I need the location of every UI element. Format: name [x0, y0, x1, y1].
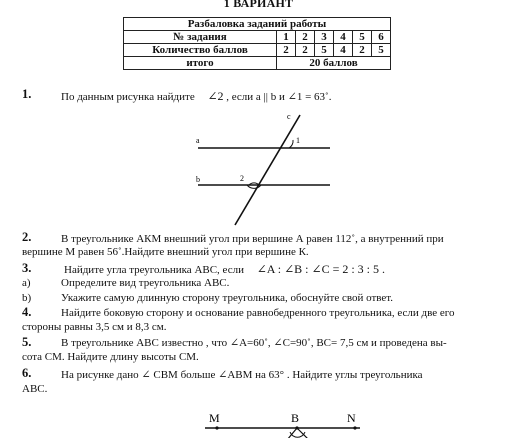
task1-angle-given: ∠1 = 63˚.: [287, 91, 332, 103]
label-b: B: [291, 411, 300, 425]
table-row-total: [124, 57, 391, 70]
row-label-total: итого: [124, 57, 277, 70]
task3-line1: [64, 263, 385, 277]
task2-line1: В треугольнике АКМ внешний угол при вершине А равен 112˚, а внутренний при: [61, 233, 444, 245]
task-number: 1.: [22, 87, 32, 101]
label-a: a: [196, 136, 200, 145]
task4-line1: Найдите боковую сторону и основание равнобедренного треугольника, если две его: [61, 307, 455, 319]
points-cell: 4: [334, 44, 353, 57]
task-number-cell: 5: [353, 31, 372, 44]
table-caption: Разбаловка заданий работы: [124, 18, 391, 31]
task3-a-text: Определите вид треугольника АВС.: [61, 277, 230, 289]
label-angle-2: 2: [240, 174, 244, 183]
task5-line2: сота СМ. Найдите длину высоты СМ.: [22, 351, 199, 363]
task5-line1: В треугольнике АВС известно , что ∠А=60˚, ∠С=90˚, ВС= 7,5 см и проведена вы-: [61, 337, 447, 349]
side-bc: [297, 428, 309, 438]
task1-text: [61, 90, 331, 104]
points-cell: 5: [315, 44, 334, 57]
point-n: [353, 426, 356, 429]
task6-line2: АВС.: [22, 383, 48, 395]
label-b: b: [196, 175, 200, 184]
total-cell: 20 баллов: [277, 57, 391, 70]
label-c: c: [287, 112, 291, 121]
points-cell: 2: [353, 44, 372, 57]
task6-line1: На рисунке дано ∠ СВМ больше ∠АВМ на 63° . Найдите углы треугольника: [61, 369, 423, 381]
task3-prefix: Найдите угла треугольника АВС, если: [64, 264, 244, 276]
label-n: N: [347, 411, 356, 425]
task-number-cell: 6: [372, 31, 391, 44]
task3-a-label: a): [22, 277, 31, 289]
points-cell: 2: [277, 44, 296, 57]
task-number-cell: 1: [277, 31, 296, 44]
point-m: [215, 426, 218, 429]
row-label-tasks: № задания: [124, 31, 277, 44]
task-number: 6.: [22, 366, 32, 380]
side-ba: [287, 428, 297, 438]
task2-line2: вершине М равен 56˚.Найдите внешний угол при вершине К.: [22, 246, 309, 258]
transversal-c: [235, 115, 300, 225]
table-row-tasks: [124, 31, 391, 44]
task3-b-label: b): [22, 292, 32, 304]
page-title: 1 ВАРИАНТ: [223, 0, 294, 10]
label-angle-1: 1: [296, 136, 300, 145]
task-number: 5.: [22, 335, 32, 349]
grading-table: [123, 17, 391, 70]
task3-ratio: ∠A : ∠B : ∠C = 2 : 3 : 5 .: [256, 262, 386, 276]
task1-condition: , если a || b и: [226, 91, 285, 103]
row-label-points: Количество баллов: [124, 44, 277, 57]
task3-b-text: Укажите самую длинную сторону треугольника, обоснуйте свой ответ.: [61, 292, 394, 304]
points-cell: 2: [296, 44, 315, 57]
task-number: 4.: [22, 305, 32, 319]
task1-prefix: По данным рисунка найдите: [61, 91, 195, 103]
table-caption-row: [124, 18, 391, 31]
task-number-cell: 2: [296, 31, 315, 44]
angle-1-arc: [289, 140, 293, 148]
task-number: 2.: [22, 230, 32, 244]
task-number-cell: 3: [315, 31, 334, 44]
points-cell: 5: [372, 44, 391, 57]
label-m: M: [209, 411, 220, 425]
parallel-lines-figure: [190, 110, 340, 235]
task-number-cell: 4: [334, 31, 353, 44]
task-number: 3.: [22, 261, 32, 275]
table-row-points: [124, 44, 391, 57]
task4-line2: стороны равны 3,5 см и 8,3 см.: [22, 321, 167, 333]
triangle-mbn-figure: [195, 408, 375, 438]
task1-angle-target: ∠2: [207, 89, 224, 103]
